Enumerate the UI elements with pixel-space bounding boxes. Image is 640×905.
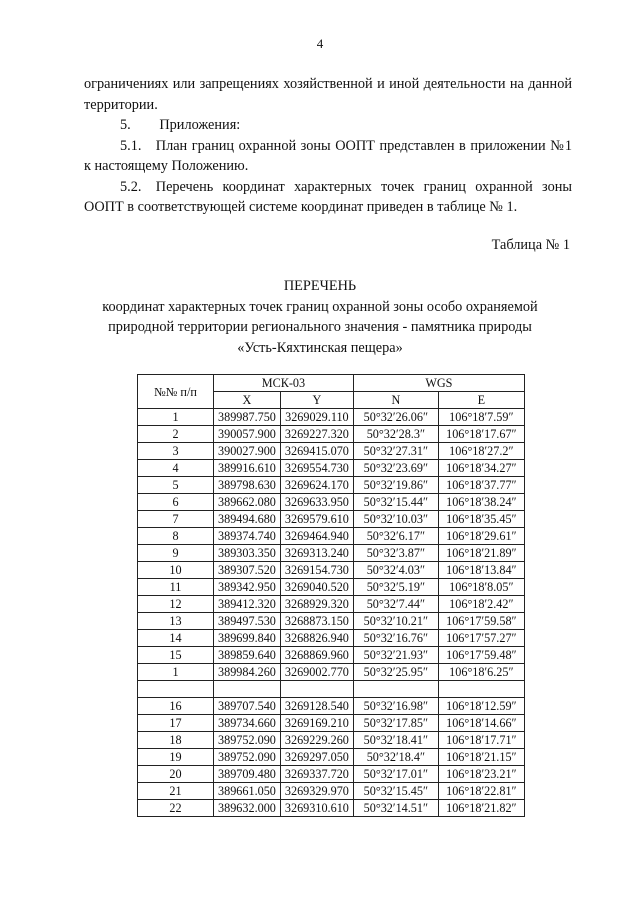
cell-x: 389662.080 — [214, 494, 281, 511]
cell-y: 3269227.320 — [280, 426, 353, 443]
table-row — [138, 630, 525, 647]
cell-x: 389497.530 — [214, 613, 281, 630]
table-row — [138, 460, 525, 477]
cell-e: 106°18′12.59″ — [438, 698, 524, 715]
paragraph-restrictions: ограничениях или запрещениях хозяйственной и иной деятельности на данной территории. — [84, 76, 572, 113]
cell-n: 50°32′27.31″ — [353, 443, 438, 460]
title-heading: ПЕРЕЧЕНЬ — [283, 278, 357, 294]
table-row — [138, 426, 525, 443]
cell-x — [214, 681, 281, 698]
cell-e: 106°18′21.89″ — [438, 545, 524, 562]
cell-num: 12 — [138, 596, 214, 613]
cell-n: 50°32′26.06″ — [353, 409, 438, 426]
cell-y: 3269329.970 — [280, 783, 353, 800]
table-row — [138, 698, 525, 715]
header-num: №№ п/п — [138, 375, 214, 409]
cell-x: 390027.900 — [214, 443, 281, 460]
cell-num: 9 — [138, 545, 214, 562]
paragraph-5-1: 5.1. План границ охранной зоны ООПТ представлен в приложении №1 к настоящему Положению. — [84, 137, 572, 174]
cell-n: 50°32′5.19″ — [353, 579, 438, 596]
body-text — [84, 74, 572, 218]
cell-x: 389342.950 — [214, 579, 281, 596]
cell-y: 3269554.730 — [280, 460, 353, 477]
cell-e: 106°18′22.81″ — [438, 783, 524, 800]
cell-e: 106°18′6.25″ — [438, 664, 524, 681]
table-row — [138, 647, 525, 664]
cell-n: 50°32′15.45″ — [353, 783, 438, 800]
header-n: N — [353, 392, 438, 409]
cell-e: 106°17′59.48″ — [438, 647, 524, 664]
cell-num: 16 — [138, 698, 214, 715]
cell-y: 3269169.210 — [280, 715, 353, 732]
cell-y: 3269464.940 — [280, 528, 353, 545]
cell-x: 389374.740 — [214, 528, 281, 545]
cell-n: 50°32′15.44″ — [353, 494, 438, 511]
cell-n: 50°32′4.03″ — [353, 562, 438, 579]
cell-n — [353, 681, 438, 698]
cell-n: 50°32′16.98″ — [353, 698, 438, 715]
cell-e: 106°18′37.77″ — [438, 477, 524, 494]
table-row — [138, 783, 525, 800]
cell-n: 50°32′6.17″ — [353, 528, 438, 545]
table-header-row-1 — [138, 375, 525, 392]
table-row — [138, 443, 525, 460]
cell-y: 3269624.170 — [280, 477, 353, 494]
cell-y: 3269313.240 — [280, 545, 353, 562]
paragraph-5-2: 5.2. Перечень координат характерных точек границ охранной зоны ООПТ в соответствующей системе координат приведен в таблице № 1. — [84, 178, 572, 215]
header-wgs: WGS — [353, 375, 524, 392]
cell-n: 50°32′10.21″ — [353, 613, 438, 630]
header-y: Y — [280, 392, 353, 409]
table-row — [138, 664, 525, 681]
table-row — [138, 562, 525, 579]
cell-x: 389632.000 — [214, 800, 281, 817]
cell-n: 50°32′23.69″ — [353, 460, 438, 477]
cell-y: 3268869.960 — [280, 647, 353, 664]
cell-e: 106°18′8.05″ — [438, 579, 524, 596]
cell-e: 106°18′17.71″ — [438, 732, 524, 749]
cell-x: 389707.540 — [214, 698, 281, 715]
cell-y: 3269297.050 — [280, 749, 353, 766]
cell-n: 50°32′14.51″ — [353, 800, 438, 817]
cell-num: 17 — [138, 715, 214, 732]
table-row — [138, 579, 525, 596]
cell-num — [138, 681, 214, 698]
cell-num: 3 — [138, 443, 214, 460]
table-row — [138, 596, 525, 613]
cell-y: 3269229.260 — [280, 732, 353, 749]
table-row — [138, 494, 525, 511]
cell-y: 3268929.320 — [280, 596, 353, 613]
header-x: X — [214, 392, 281, 409]
cell-x: 389752.090 — [214, 749, 281, 766]
cell-e: 106°17′59.58″ — [438, 613, 524, 630]
cell-n: 50°32′28.3″ — [353, 426, 438, 443]
cell-x: 389412.320 — [214, 596, 281, 613]
cell-x: 389984.260 — [214, 664, 281, 681]
table-label: Таблица № 1 — [491, 237, 570, 253]
cell-n: 50°32′25.95″ — [353, 664, 438, 681]
header-e: E — [438, 392, 524, 409]
cell-y: 3269029.110 — [280, 409, 353, 426]
cell-num: 1 — [138, 664, 214, 681]
cell-num: 20 — [138, 766, 214, 783]
cell-num: 19 — [138, 749, 214, 766]
title-line-3: «Усть-Кяхтинская пещера» — [237, 339, 403, 356]
cell-x: 389699.840 — [214, 630, 281, 647]
table-row — [138, 715, 525, 732]
cell-n: 50°32′17.85″ — [353, 715, 438, 732]
table-row — [138, 732, 525, 749]
paragraph-appendices-heading: 5. Приложения: — [120, 117, 241, 133]
cell-num: 6 — [138, 494, 214, 511]
cell-num: 5 — [138, 477, 214, 494]
table-row — [138, 613, 525, 630]
table-row — [138, 409, 525, 426]
table-title — [0, 276, 640, 358]
cell-y: 3269154.730 — [280, 562, 353, 579]
cell-e: 106°18′35.45″ — [438, 511, 524, 528]
table-body — [138, 409, 525, 817]
cell-x: 390057.900 — [214, 426, 281, 443]
cell-x: 389709.480 — [214, 766, 281, 783]
cell-x: 389859.640 — [214, 647, 281, 664]
cell-e: 106°18′27.2″ — [438, 443, 524, 460]
cell-num: 14 — [138, 630, 214, 647]
cell-e: 106°18′38.24″ — [438, 494, 524, 511]
header-msk: МСК-03 — [214, 375, 354, 392]
cell-x: 389307.520 — [214, 562, 281, 579]
cell-n: 50°32′16.76″ — [353, 630, 438, 647]
cell-num: 4 — [138, 460, 214, 477]
cell-num: 8 — [138, 528, 214, 545]
cell-num: 22 — [138, 800, 214, 817]
cell-e: 106°18′34.27″ — [438, 460, 524, 477]
cell-y: 3269040.520 — [280, 579, 353, 596]
cell-num: 7 — [138, 511, 214, 528]
cell-y: 3268826.940 — [280, 630, 353, 647]
cell-n: 50°32′17.01″ — [353, 766, 438, 783]
cell-x: 389987.750 — [214, 409, 281, 426]
cell-e: 106°18′29.61″ — [438, 528, 524, 545]
title-line-2: природной территории регионального значения - памятника природы — [108, 319, 532, 335]
page-number: 4 — [316, 36, 324, 51]
cell-e: 106°17′57.27″ — [438, 630, 524, 647]
cell-num: 13 — [138, 613, 214, 630]
cell-y: 3269310.610 — [280, 800, 353, 817]
table-row — [138, 681, 525, 698]
title-line-1: координат характерных точек границ охранной зоны особо охраняемой — [102, 298, 538, 315]
cell-y: 3269337.720 — [280, 766, 353, 783]
cell-e: 106°18′21.15″ — [438, 749, 524, 766]
cell-n: 50°32′7.44″ — [353, 596, 438, 613]
cell-n: 50°32′3.87″ — [353, 545, 438, 562]
cell-x: 389303.350 — [214, 545, 281, 562]
coordinates-table — [137, 374, 525, 817]
cell-y — [280, 681, 353, 698]
cell-y: 3269128.540 — [280, 698, 353, 715]
cell-n: 50°32′21.93″ — [353, 647, 438, 664]
cell-y: 3269415.070 — [280, 443, 353, 460]
cell-num: 1 — [138, 409, 214, 426]
cell-n: 50°32′10.03″ — [353, 511, 438, 528]
cell-e: 106°18′17.67″ — [438, 426, 524, 443]
cell-e: 106°18′7.59″ — [438, 409, 524, 426]
cell-x: 389798.630 — [214, 477, 281, 494]
cell-num: 15 — [138, 647, 214, 664]
cell-y: 3269633.950 — [280, 494, 353, 511]
cell-x: 389916.610 — [214, 460, 281, 477]
cell-x: 389661.050 — [214, 783, 281, 800]
cell-y: 3268873.150 — [280, 613, 353, 630]
cell-e: 106°18′21.82″ — [438, 800, 524, 817]
cell-e: 106°18′14.66″ — [438, 715, 524, 732]
cell-y: 3269579.610 — [280, 511, 353, 528]
cell-y: 3269002.770 — [280, 664, 353, 681]
cell-x: 389494.680 — [214, 511, 281, 528]
cell-n: 50°32′18.41″ — [353, 732, 438, 749]
cell-e — [438, 681, 524, 698]
cell-e: 106°18′2.42″ — [438, 596, 524, 613]
cell-num: 2 — [138, 426, 214, 443]
cell-x: 389752.090 — [214, 732, 281, 749]
table-row — [138, 528, 525, 545]
cell-num: 10 — [138, 562, 214, 579]
table-row — [138, 749, 525, 766]
cell-x: 389734.660 — [214, 715, 281, 732]
cell-n: 50°32′19.86″ — [353, 477, 438, 494]
table-row — [138, 766, 525, 783]
cell-num: 11 — [138, 579, 214, 596]
cell-e: 106°18′23.21″ — [438, 766, 524, 783]
table-row — [138, 545, 525, 562]
cell-num: 21 — [138, 783, 214, 800]
table-row — [138, 511, 525, 528]
cell-n: 50°32′18.4″ — [353, 749, 438, 766]
table-row — [138, 800, 525, 817]
cell-num: 18 — [138, 732, 214, 749]
table-row — [138, 477, 525, 494]
cell-e: 106°18′13.84″ — [438, 562, 524, 579]
